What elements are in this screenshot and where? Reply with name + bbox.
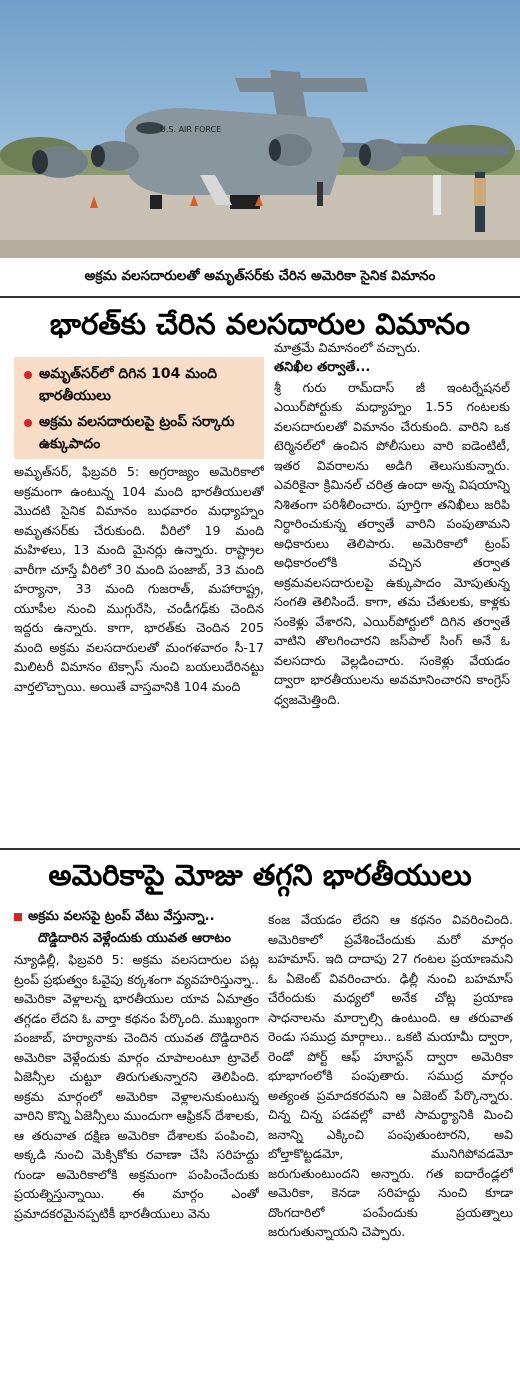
- story2-subhead-2: దొడ్డిదారిన వెళ్లేందుకు యువత ఆరాటం: [38, 931, 231, 946]
- news-photo-aircraft: [0, 0, 520, 258]
- highlight-text: అక్రమ వలసదారులపై ట్రంప్ సర్కారు ఉక్కుపాదం: [39, 414, 235, 452]
- story2-column-2: [268, 910, 513, 1380]
- story1-highlights-box: [14, 357, 264, 459]
- story2-headline: అమెరికాపై మోజు తగ్గని భారతీయులు: [48, 858, 472, 892]
- story1-subhead: తనిఖీల తర్వాతే...: [274, 359, 371, 375]
- aircraft-marking: U.S. AIR FORCE: [160, 125, 222, 134]
- story1-column-1: [14, 462, 264, 844]
- photo-caption: అక్రమ వలసదారులతో అమృత్‌సర్‌కు చేరిన అమెరికా సైనిక విమానం: [0, 258, 520, 294]
- story1-body-col2-intro: మాత్రమే విమానంలో వచ్చారు.: [274, 340, 421, 355]
- highlight-text: అమృత్‌సర్‌లో దిగిన 104 మంది భారతీయులు: [39, 366, 218, 404]
- aircraft-illustration: [0, 0, 520, 258]
- story1-body-col2: శ్రీ గురు రామ్‌దాస్ జీ ఇంటర్నేషనల్ ఎయిర్‌పోర్టుకు మధ్యాహ్నం 1.55 గంటలకు వలసదారులతో విమానం చేరుకుంది. వారిని ఒక టెర్మినల్‌లో ఉంచిన పోలీసులు వారి ఐడెంటిటీ, ఇతర వివరాలను అడిగి తెలుసుకున్నారు. ఎవరికైనా క్రిమినల్ చరిత్ర ఉందా అన్న విషయాన్ని నిశితంగా పరిశీలించారు. పూర్తిగా తనిఖీలు జరిపి నిర్ధారించుకున్న తర్వాతే వారిని పంపుతామని అధికారులు తెలిపారు. అమెరికాలో ట్రంప్ అధికారంలోకి వచ్చిన తర్వాత అక్రమవలసదారులపై ఉక్కుపాదం మోపుతున్న సంగతి తెలిసిందే. కాగా, తమ చేతులకు, కాళ్లకు సంకెళ్లు వేశారని, ఎయిర్‌పోర్టులో దిగిన తర్వాతే వాటిని తొలగించారని జస్‌పాల్ సింగ్ అనే ఓ వలసదారు వెల్లడించారు. సంకెళ్లు వేయడం ద్వారా భారతీయులను అవమానించారని కాంగ్రెస్ ధ్వజమెత్తింది.: [274, 379, 510, 707]
- bullet-icon: [24, 371, 32, 379]
- story2-body-col1: న్యూఢిల్లీ, ఫిబ్రవరి 5: అక్రమ వలసదారుల పట్ల ట్రంప్ ప్రభుత్వం ఓవైపు కర్కశంగా వ్యవహరిస్తున్నా.. అమెరికా వెళ్లాలన్న భారతీయుల యావ ఏమాత్రం తగ్గడం లేదని ఓ వార్తా కథనం పేర్కొంది. ముఖ్యంగా పంజాబ్, హర్యానాకు చెందిన యువత దొడ్డిదారిన అమెరికా వెళ్లేందుకు మార్గం చూపాలంటూ ట్రావెల్ ఏజెన్సీల చుట్టూ తిరుగుతున్నారని తెలిపింది. అక్రమ మార్గంలో అమెరికా వెళ్లాలనుకుంటున్న వారిని కొన్ని ఏజెన్సీలు ముందుగా ఆఫ్రికన్ దేశాలకు, ఆ తరువాత దక్షిణ అమెరికా దేశాలకు పంపించి, అక్కడి నుంచి మెక్సికోకు రవాణా చేసి సరిహద్దు గుండా అమెరికాలోకి అక్రమంగా పంపించేందుకు ప్రయత్నిస్తున్నాయి. ఈ మార్గం ఎంతో ప్రమాదకరమైనప్పటికీ భారతీయులు వెను: [14, 952, 259, 1221]
- story2-subhead-1-text: అక్రమ వలసపై ట్రంప్ వేటు వేస్తున్నా..: [28, 909, 215, 924]
- story1-column-2: [274, 338, 510, 844]
- highlight-item: [24, 363, 256, 407]
- divider: [0, 848, 520, 850]
- highlight-item: [24, 411, 256, 455]
- story2-body-col2: కంజ వేయడం లేదని ఆ కథనం వివరించింది. అమెరికాలో ప్రవేశించేందుకు మరో మార్గం బహమాస్. ఇది దాదాపు 27 గంటల ప్రయాణమని ఓ ఏజెంట్ వివరించారు. ఢిల్లీ నుంచి బహమాస్ చేరేందుకు మధ్యలో అనేక చోట్ల ప్రయాణ సాధనాలను మార్చాల్సి ఉంటుంది. ఆ తరువాత రెండు సముద్ర మార్గాలు.. ఒకటి మయామీ ద్వారా, రెండో పోర్ట్ ఆఫ్ హూస్టన్ ద్వారా అమెరికా భూభాగంలోకి పంపుతారు. సముద్ర మార్గం అత్యంత ప్రమాదకరమని ఆ ఏజెంట్ పేర్కొన్నారు. చిన్న చిన్న పడవల్లో వాటి సామర్థ్యానికి మించి జనాన్ని ఎక్కించి పంపుతుంటారని, అవి బోల్తాకొట్టడమో, మునిగిపోవడమో జరుగుతుంటుందని అన్నారు. గత ఐదారేండ్లలో అమెరికా, కెనడా సరిహద్దు నుంచి కూడా దొంగదారిలో పంపేందుకు ప్రయత్నాలు జరుగుతున్నాయని చెప్పారు.: [268, 912, 513, 1239]
- square-bullet-icon: [14, 913, 22, 921]
- story2-column-1: [14, 950, 259, 1380]
- story1-headline: భారత్‌కు చేరిన వలసదారుల విమానం: [49, 307, 471, 341]
- bullet-icon: [24, 419, 32, 427]
- divider: [0, 296, 520, 298]
- story2-subhead-1: [14, 907, 264, 927]
- story1-body-col1: అమృత్‌సర్, ఫిబ్రవరి 5: అగ్రరాజ్యం అమెరికాలో అక్రమంగా ఉంటున్న 104 మంది భారతీయులతో మొదటి సైనిక విమానం బుధవారం మధ్యాహ్నం అమృతసర్‌కు చేరుకుంది. వీరిలో 19 మంది మహిళలు, 13 మంది మైనర్లు ఉన్నారు. రాష్ట్రాల వారీగా చూస్తే వీరిలో 30 మంది పంజాబ్, 33 మంది హర్యానా, 33 మంది గుజరాత్, మహారాష్ట్ర, యూపీల నుంచి ముగ్గురేసి, చండీగఢ్‌కు చెందిన ఇద్దరు ఉన్నారు. కాగా, భారత్‌కు చెందిన 205 మంది అక్రమ వలసదారులతో మంగళవారం సీ-17 మిలిటరీ విమానం టెక్సాస్ నుంచి బయలుదేరినట్టు వార్తలొచ్చాయి. అయితే వాస్తవానికి 104 మంది: [14, 464, 264, 694]
